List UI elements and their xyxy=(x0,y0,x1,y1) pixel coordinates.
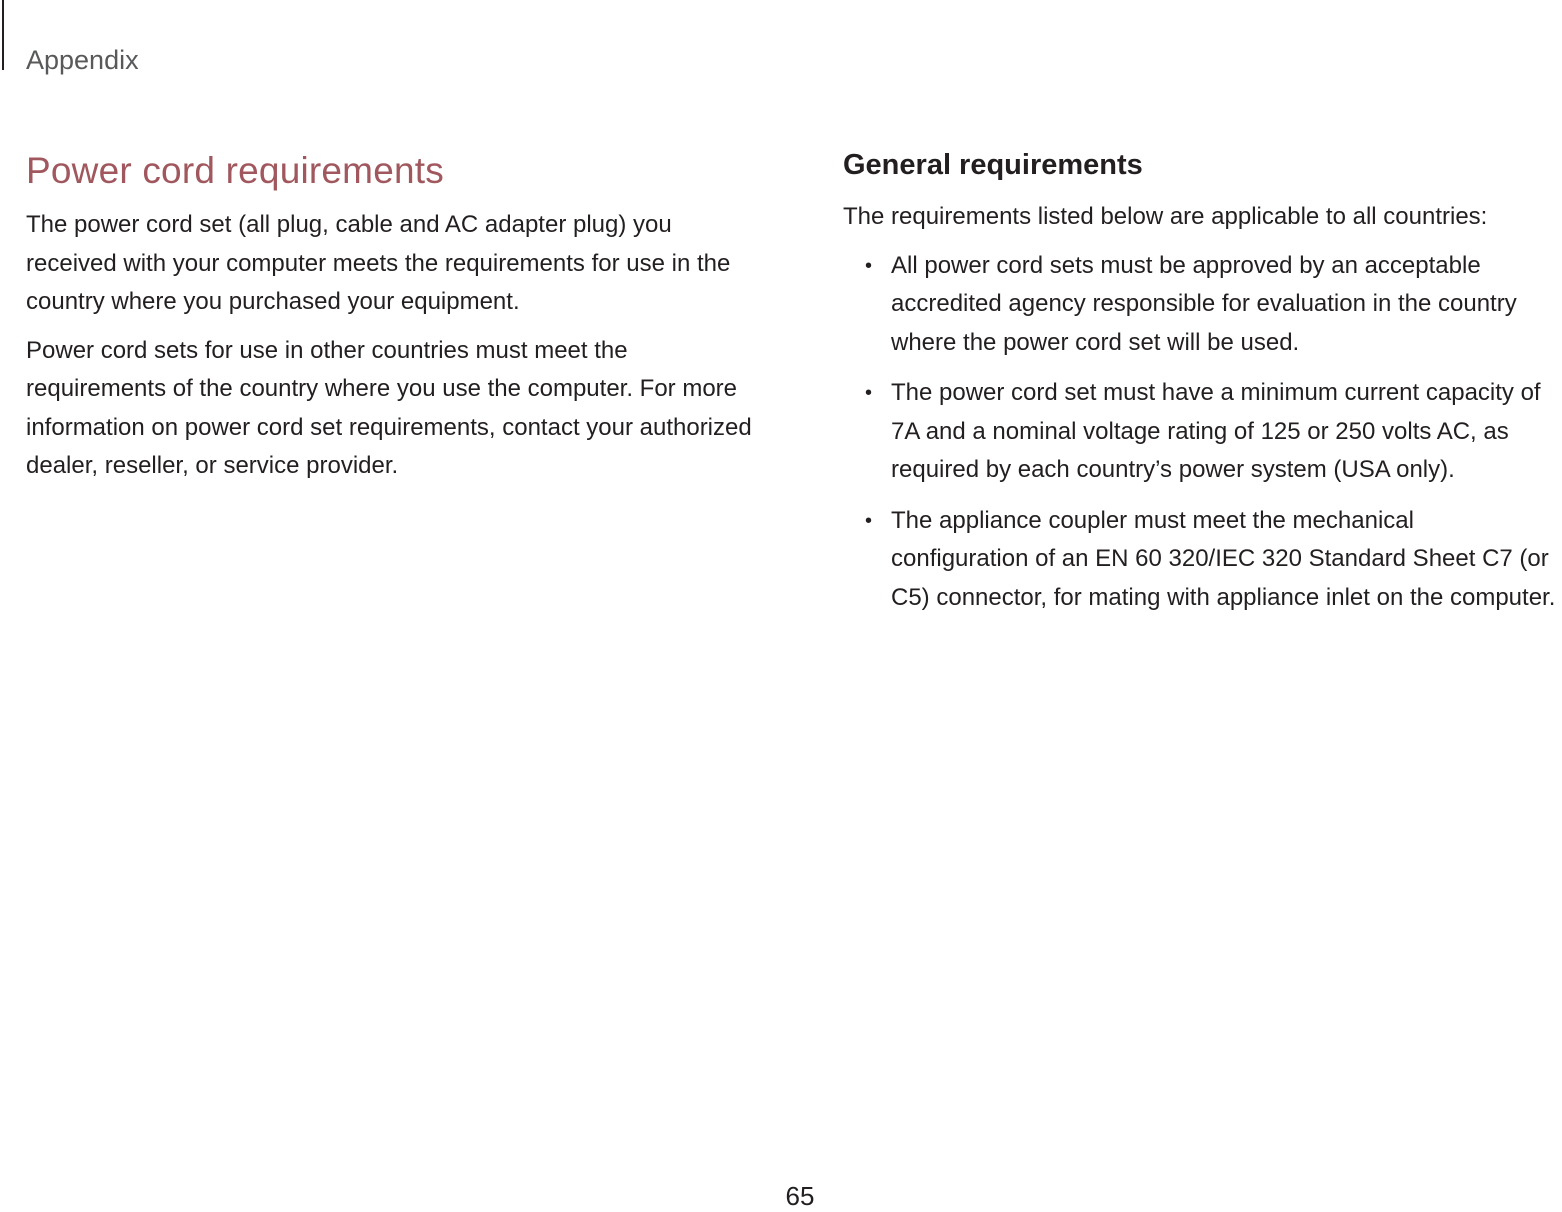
right-column xyxy=(843,140,1558,629)
general-intro: The requirements listed below are applicable to all countries: xyxy=(843,203,1488,230)
power-cord-heading: Power cord requirements xyxy=(26,150,444,191)
list-item-text: The appliance coupler must meet the mechanical configuration of an EN 60 320/IEC 320 Standard Sheet C7 (or C5) connector, for mating with appliance inlet on the computer. xyxy=(891,506,1556,611)
other-countries-paragraph: Power cord sets for use in other countries must meet the requirements of the country where you use the computer. For more information on power cord set requirements, contact your authorized dealer, reseller, or service provider. xyxy=(26,336,752,479)
list-item-text: All power cord sets must be approved by an acceptable accredited agency responsible for evaluation in the country where the power cord set will be used. xyxy=(891,251,1517,356)
list-item-text: The power cord set must have a minimum current capacity of 7A and a nominal voltage rating of 125 or 250 volts AC, as required by each country’s power system (USA only). xyxy=(891,379,1541,483)
general-requirements-heading: General requirements xyxy=(843,149,1143,181)
list-item xyxy=(843,374,1558,490)
list-item xyxy=(843,247,1558,363)
list-item xyxy=(843,502,1558,618)
intro-paragraph: The power cord set (all plug, cable and AC adapter plug) you received with your computer meets the requirements for use in the country where you purchased your equipment. xyxy=(26,211,731,315)
requirements-list xyxy=(843,247,1558,618)
bullet-icon: • xyxy=(865,509,873,532)
page-corner-mark xyxy=(2,0,4,70)
bullet-icon: • xyxy=(865,254,873,277)
bullet-icon: • xyxy=(865,382,873,404)
left-column xyxy=(26,140,756,496)
section-label: Appendix xyxy=(26,45,139,75)
page-number: 65 xyxy=(785,1181,815,1211)
